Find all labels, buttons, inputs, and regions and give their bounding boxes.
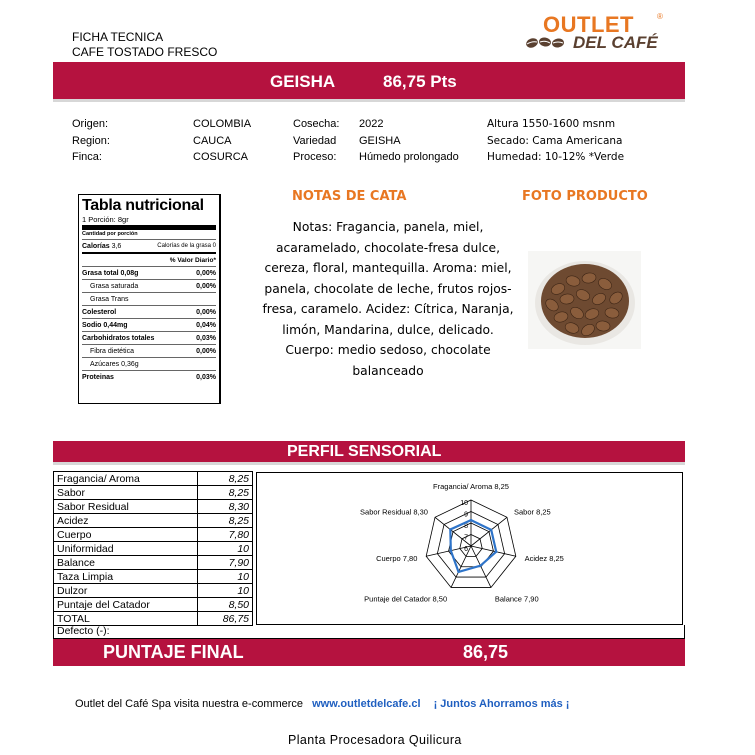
coffee-beans-photo [528, 251, 641, 349]
info-col2-labels [293, 116, 339, 166]
radar-axis-label: Sabor 8,25 [514, 507, 551, 517]
table-row [54, 486, 253, 500]
attribute-value: 10 [198, 570, 253, 584]
attribute-label: Uniformidad [54, 542, 198, 556]
defecto-row: Defecto (-): [53, 625, 685, 639]
nutrient-label: Grasa saturada [90, 282, 139, 290]
calories-label: Calorías [82, 242, 110, 250]
sensory-table [53, 471, 253, 626]
nutrition-row [82, 345, 216, 358]
label-origen: Origen: [72, 118, 109, 130]
radar-tick-label: 8 [464, 523, 468, 530]
final-label: PUNTAJE FINAL [103, 642, 244, 662]
document-header [72, 30, 217, 60]
footer-slogan: ¡ Juntos Ahorramos más ¡ [433, 698, 570, 710]
value-secado: Secado: Cama Americana [487, 134, 623, 147]
nutrition-row [82, 371, 216, 384]
nutrient-label: Azúcares 0,36g [90, 360, 139, 368]
nutrient-value: 0,03% [196, 374, 216, 381]
website-link[interactable]: www.outletdelcafe.cl [312, 698, 421, 710]
planta-text: Planta Procesadora Quilicura [288, 733, 462, 747]
radar-axis-label: Puntaje del Catador 8,50 [364, 594, 448, 604]
nutrient-label: Proteinas [82, 374, 114, 381]
radar-series-line [450, 520, 496, 572]
attribute-label: Sabor Residual [54, 500, 198, 514]
table-row [54, 542, 253, 556]
nutrition-row [82, 306, 216, 319]
table-row [54, 584, 253, 598]
attribute-value: 8,25 [198, 486, 253, 500]
notas-title: NOTAS DE CATA [292, 189, 407, 204]
radar-tick-label: 10 [460, 500, 468, 507]
logo-registered-mark: ® [657, 12, 663, 21]
table-row [54, 556, 253, 570]
header-line-2: CAFE TOSTADO FRESCO [72, 45, 218, 59]
value-cosecha: 2022 [359, 118, 384, 130]
calories-value: 3,6 [111, 242, 122, 250]
label-region: Region: [72, 134, 110, 147]
value-proceso: Húmedo prolongado [359, 151, 459, 163]
nutrition-title: Tabla nutricional [82, 197, 204, 214]
coffee-score: 86,75 Pts [383, 72, 457, 91]
table-row [54, 612, 253, 626]
title-banner [53, 62, 685, 102]
nutrient-value: 0,00% [196, 282, 216, 290]
perfil-banner [53, 441, 685, 465]
nutrition-row [82, 267, 216, 280]
radar-data-point [495, 551, 497, 553]
label-variedad: Variedad [293, 134, 337, 147]
table-row [54, 500, 253, 514]
radar-data-point [457, 571, 459, 573]
info-col1-labels [72, 116, 110, 166]
attribute-value: 7,90 [198, 556, 253, 570]
attribute-value: 86,75 [198, 612, 253, 626]
table-row [54, 598, 253, 612]
radar-axis-label: Acidez 8,25 [524, 554, 564, 564]
nutrition-table [78, 194, 221, 404]
attribute-label: TOTAL [54, 612, 198, 626]
radar-chart-box [256, 472, 683, 625]
radar-data-point [450, 549, 452, 551]
perfil-title: PERFIL SENSORIAL [287, 443, 442, 460]
radar-tick-label: 6 [464, 546, 468, 553]
radar-data-point [449, 528, 451, 530]
header-line-1: FICHA TECNICA [72, 30, 164, 44]
radar-axis-label: Sabor Residual 8,30 [360, 507, 428, 517]
attribute-value: 8,25 [198, 472, 253, 486]
info-col2-values [359, 116, 459, 166]
info-col3 [487, 116, 624, 166]
radar-data-point [470, 519, 472, 521]
nutrient-label: Fibra dietética [90, 347, 134, 355]
foto-title: FOTO PRODUCTO [522, 189, 648, 204]
value-region: CAUCA [193, 134, 232, 147]
table-row [54, 570, 253, 584]
outlet-logo [525, 12, 675, 52]
fat-calories: Calorías de la grasa 0 [157, 242, 216, 249]
attribute-value: 8,30 [198, 500, 253, 514]
info-col1-values [193, 116, 251, 166]
final-banner [53, 639, 685, 666]
nutrition-row [82, 358, 216, 371]
nutrient-value: 0,00% [196, 308, 216, 316]
nutrient-value: 0,04% [196, 321, 216, 329]
nutrient-value: 0,00% [196, 269, 216, 277]
nutrition-row [82, 332, 216, 345]
attribute-value: 8,25 [198, 514, 253, 528]
table-row [54, 472, 253, 486]
label-cosecha: Cosecha: [293, 118, 340, 130]
nutrient-label: Grasa total 0,08g [82, 269, 139, 277]
attribute-value: 8,50 [198, 598, 253, 612]
nutrient-value: 0,00% [196, 347, 216, 355]
daily-value-header: % Valor Diario* [82, 254, 216, 267]
radar-axis-label: Fragancia/ Aroma 8,25 [433, 482, 509, 491]
nutrient-value: 0,03% [196, 334, 216, 342]
radar-axis-label: Balance 7,90 [494, 594, 539, 604]
attribute-label: Puntaje del Catador [54, 598, 198, 612]
nutrition-serving: 1 Porción: 8gr [82, 215, 216, 230]
value-finca: COSURCA [193, 151, 249, 163]
attribute-value: 10 [198, 542, 253, 556]
label-finca: Finca: [72, 151, 102, 163]
value-altura: Altura 1550-1600 msnm [487, 118, 616, 130]
attribute-label: Fragancia/ Aroma [54, 472, 198, 486]
radar-tick-label: 7 [464, 534, 468, 542]
nutrient-label: Grasa Trans [90, 295, 129, 303]
attribute-label: Balance [54, 556, 198, 570]
nutrition-row [82, 319, 216, 332]
logo-text-outlet: OUTLET [543, 12, 634, 37]
nutrition-calories-row [82, 240, 216, 254]
table-row [54, 514, 253, 528]
value-humedad: Humedad: 10-12% *Verde [487, 151, 625, 163]
attribute-label: Sabor [54, 486, 198, 500]
value-origen: COLOMBIA [193, 118, 252, 130]
nutrient-label: Carbohidratos totales [82, 334, 155, 342]
attribute-value: 7,80 [198, 528, 253, 542]
radar-data-point [479, 564, 481, 566]
radar-axis-label: Cuerpo 7,80 [376, 554, 418, 564]
nutrition-row [82, 293, 216, 306]
coffee-name: GEISHA [270, 72, 336, 91]
nutrient-label: Sodio 0,44mg [82, 321, 128, 329]
tasting-notes: Notas: Fragancia, panela, miel, acaramelado, chocolate-fresa dulce, cereza, floral, mantequilla. Aroma: miel, panela, chocolate de leche, frutos rojos-fresa, caramelo. Acidez: Cítrica, Naranja, limón, Mandarina, dulce, delicado. Cuerpo: medio sedoso, chocolate balanceado [262, 220, 514, 378]
table-row [54, 528, 253, 542]
label-proceso: Proceso: [293, 151, 337, 163]
radar-data-point [490, 529, 492, 531]
footer [75, 698, 569, 710]
attribute-label: Taza Limpia [54, 570, 198, 584]
nutrient-label: Colesterol [82, 308, 117, 316]
footer-text: Outlet del Café Spa visita nuestra e-commerce [75, 698, 304, 710]
attribute-label: Dulzor [54, 584, 198, 598]
logo-text-del-cafe: DEL CAFÉ [573, 33, 658, 52]
attribute-label: Acidez [54, 514, 198, 528]
final-value: 86,75 [463, 642, 509, 662]
attribute-label: Cuerpo [54, 528, 198, 542]
radar-tick-label: 9 [464, 511, 468, 519]
attribute-value: 10 [198, 584, 253, 598]
radar-chart [257, 473, 682, 624]
nutrition-per-portion: Cantidad por porción [82, 230, 216, 240]
value-variedad: GEISHA [359, 134, 401, 147]
nutrition-row [82, 280, 216, 293]
